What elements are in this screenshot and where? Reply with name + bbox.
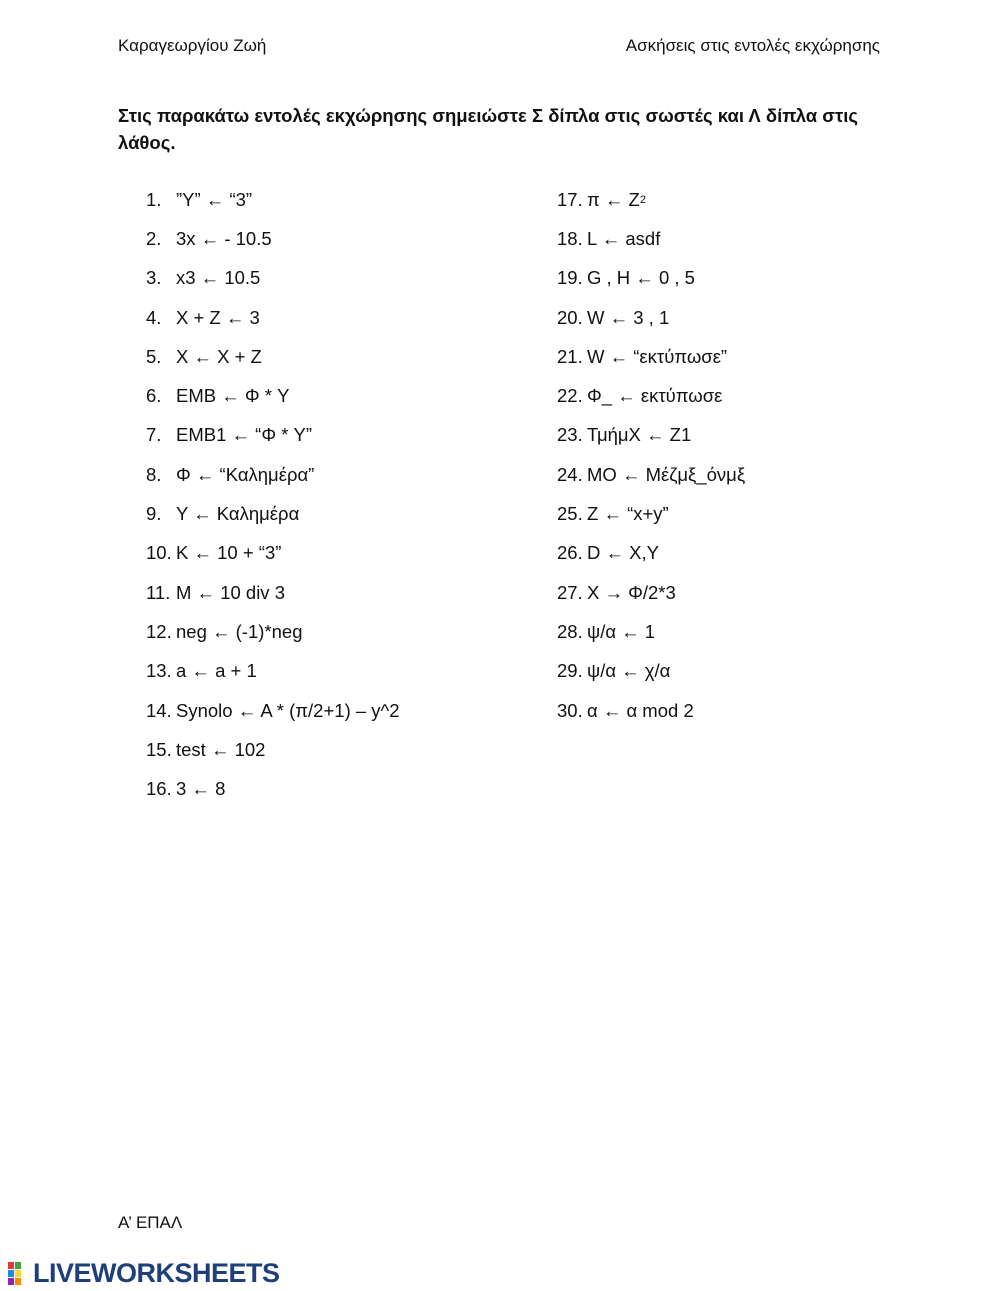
item-number: 12. bbox=[146, 620, 172, 642]
item-statement: K ← 10 + “3” bbox=[176, 542, 282, 564]
exercise-item bbox=[146, 573, 400, 612]
item-number: 10. bbox=[146, 542, 172, 564]
item-statement: α ← α mod 2 bbox=[587, 699, 694, 721]
item-number: 13. bbox=[146, 660, 172, 682]
item-statement: π ← Z bbox=[587, 188, 640, 210]
item-statement: W ← “εκτύπωσε” bbox=[587, 345, 728, 367]
item-number: 11. bbox=[146, 581, 171, 603]
exercise-item bbox=[146, 494, 400, 533]
item-number: 16. bbox=[146, 778, 172, 800]
item-statement: 3x ← - 10.5 bbox=[176, 227, 272, 249]
item-statement: G , H ← 0 , 5 bbox=[587, 267, 695, 289]
exercise-item bbox=[557, 652, 745, 691]
brand-text: LIVEWORKSHEETS bbox=[33, 1258, 280, 1288]
item-number: 23. bbox=[557, 424, 583, 446]
item-number: 21. bbox=[557, 345, 583, 367]
exercise-item bbox=[557, 494, 745, 533]
exercise-item bbox=[557, 691, 745, 730]
exercise-item bbox=[146, 612, 400, 651]
exercise-item bbox=[557, 416, 745, 455]
exercise-item bbox=[146, 652, 400, 691]
item-statement: x3 ← 10.5 bbox=[176, 267, 261, 289]
item-statement: EMB1 ← “Φ * Y” bbox=[176, 424, 313, 446]
item-statement: EMB ← Φ * Y bbox=[176, 385, 290, 407]
footer-class-label: Α’ ΕΠΑΛ bbox=[118, 1213, 183, 1232]
exercise-item bbox=[146, 416, 400, 455]
item-number: 6. bbox=[146, 385, 162, 407]
item-statement: Z ← “x+y” bbox=[587, 503, 669, 525]
item-statement: 3 ← 8 bbox=[176, 778, 226, 800]
item-number: 1. bbox=[146, 188, 162, 210]
exercise-item bbox=[146, 180, 400, 219]
item-number: 3. bbox=[146, 267, 162, 289]
left-exercise-list bbox=[146, 180, 400, 809]
exercise-item bbox=[146, 691, 400, 730]
item-number: 19. bbox=[557, 267, 583, 289]
item-statement: Φ_ ← εκτύπωσε bbox=[587, 385, 723, 407]
exercise-item bbox=[557, 219, 745, 258]
exercise-item bbox=[146, 534, 400, 573]
liveworksheets-logo-icon bbox=[8, 1262, 30, 1286]
exercise-item bbox=[557, 376, 745, 415]
item-number: 18. bbox=[557, 227, 583, 249]
exercise-item bbox=[557, 259, 745, 298]
item-statement: ψ/α ← 1 bbox=[587, 620, 656, 642]
exercise-item bbox=[557, 573, 745, 612]
item-statement: a ← a + 1 bbox=[176, 660, 257, 682]
exercise-item bbox=[557, 455, 745, 494]
item-statement: X ← X + Z bbox=[176, 345, 262, 367]
item-number: 4. bbox=[146, 306, 162, 328]
exercise-item bbox=[146, 219, 400, 258]
item-statement: Φ ← “Καλημέρα” bbox=[176, 463, 315, 485]
item-superscript: 2 bbox=[639, 193, 646, 206]
right-exercise-list bbox=[557, 180, 745, 730]
item-number: 5. bbox=[146, 345, 162, 367]
header-author: Καραγεωργίου Ζωή bbox=[118, 36, 267, 55]
item-number: 17. bbox=[557, 188, 583, 210]
item-number: 27. bbox=[557, 581, 583, 603]
item-number: 22. bbox=[557, 385, 583, 407]
item-statement: test ← 102 bbox=[176, 738, 266, 760]
exercise-item bbox=[146, 259, 400, 298]
item-number: 25. bbox=[557, 503, 583, 525]
item-number: 15. bbox=[146, 738, 172, 760]
exercise-item bbox=[557, 298, 745, 337]
item-number: 24. bbox=[557, 463, 583, 485]
item-statement: Y ← Καλημέρα bbox=[176, 503, 300, 525]
instructions-text: Στις παρακάτω εντολές εκχώρησης σημειώστε Σ δίπλα στις σωστές και Λ δίπλα στις λάθος. bbox=[118, 105, 858, 153]
item-statement: Synolo ← A * (π/2+1) – y^2 bbox=[176, 699, 400, 721]
item-number: 2. bbox=[146, 227, 162, 249]
item-number: 28. bbox=[557, 620, 583, 642]
item-statement: ψ/α ← χ/α bbox=[587, 660, 671, 682]
exercise-item bbox=[557, 534, 745, 573]
exercise-item bbox=[557, 337, 745, 376]
header-topic: Ασκήσεις στις εντολές εκχώρησης bbox=[625, 36, 880, 55]
item-statement: M ← 10 div 3 bbox=[176, 581, 285, 603]
item-number: 29. bbox=[557, 660, 583, 682]
item-statement: X → Φ/2*3 bbox=[587, 581, 676, 603]
exercise-item bbox=[146, 730, 400, 769]
item-statement: neg ← (-1)*neg bbox=[176, 620, 303, 642]
exercise-item bbox=[146, 298, 400, 337]
item-number: 7. bbox=[146, 424, 162, 446]
exercise-item bbox=[557, 612, 745, 651]
item-number: 26. bbox=[557, 542, 583, 564]
exercise-item bbox=[557, 180, 745, 219]
item-statement: L ← asdf bbox=[587, 227, 661, 249]
item-statement: ΜΟ ← Μέζμξ_όνμξ bbox=[587, 463, 746, 485]
item-number: 9. bbox=[146, 503, 162, 525]
item-number: 20. bbox=[557, 306, 583, 328]
exercise-item bbox=[146, 337, 400, 376]
exercise-item bbox=[146, 376, 400, 415]
item-statement: ΤμήμΧ ← Ζ1 bbox=[587, 424, 692, 446]
exercise-item bbox=[146, 455, 400, 494]
item-statement: W ← 3 , 1 bbox=[587, 306, 670, 328]
item-statement: ”Y” ← “3” bbox=[176, 188, 253, 210]
exercise-item bbox=[146, 769, 400, 808]
item-number: 14. bbox=[146, 699, 172, 721]
item-number: 30. bbox=[557, 699, 583, 721]
item-number: 8. bbox=[146, 463, 162, 485]
item-statement: X + Z ← 3 bbox=[176, 306, 260, 328]
item-statement: D ← X,Y bbox=[587, 542, 659, 564]
liveworksheets-brand[interactable] bbox=[8, 1258, 280, 1289]
